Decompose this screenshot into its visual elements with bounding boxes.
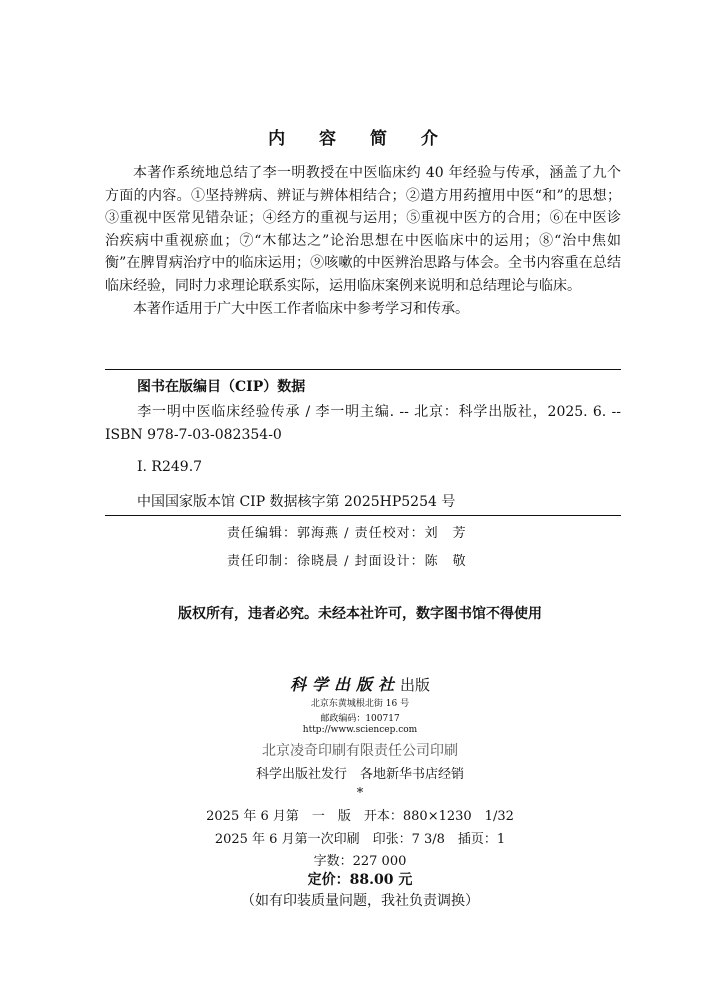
intro-body — [105, 162, 621, 320]
printing-line: 2025 年 6 月第一次印刷 印张：7 3/8 插页：1 — [214, 832, 506, 847]
publisher-logo: 科学出版社 — [289, 675, 400, 694]
publisher-suffix: 出版 — [400, 676, 431, 694]
cip-heading: 图书在版编目（CIP）数据 — [137, 379, 306, 395]
publisher-line — [0, 672, 720, 695]
publisher-website: http://www.sciencep.com — [302, 725, 418, 735]
edition-line: 2025 年 6 月第 一 版 开本：880×1230 1/32 — [206, 809, 514, 824]
copyright-notice: 版权所有，违者必究。未经本社许可，数字图书馆不得使用 — [178, 606, 542, 622]
intro-title: 内 容 简 介 — [268, 129, 452, 149]
word-count: 字数：227 000 — [313, 854, 407, 869]
quality-notice: （如有印装质量问题，我社负责调换） — [241, 893, 479, 909]
cip-top-rule — [105, 369, 621, 370]
distribution-line: 科学出版社发行 各地新华书店经销 — [255, 767, 464, 782]
printer-line: 北京凌奇印刷有限责任公司印刷 — [262, 743, 458, 759]
price: 定价：88.00 元 — [307, 872, 413, 888]
publisher-address: 北京东黄城根北街 16 号 — [310, 699, 410, 709]
publisher-postcode: 邮政编码：100717 — [320, 714, 400, 724]
cip-bottom-rule — [105, 515, 621, 516]
cip-verification: 中国国家版本馆 CIP 数据核字第 2025HP5254 号 — [137, 494, 456, 510]
intro-paragraph: 本著作适用于广大中医工作者临床中参考学习和传承。 — [133, 300, 469, 317]
cip-entry: 李一明中医临床经验传承 / 李一明主编. -- 北京：科学出版社，2025. 6. -- ISBN 978-7-03-082354-0 — [105, 404, 621, 443]
staff-editors: 责任编辑：郭海燕 / 责任校对：刘 芳 — [227, 526, 467, 541]
staff-production: 责任印制：徐晓晨 / 封面设计：陈 敬 — [227, 554, 467, 569]
separator-star: * — [356, 786, 364, 801]
cip-classification: Ⅰ. R249.7 — [137, 459, 203, 475]
intro-paragraph: 本著作系统地总结了李一明教授在中医临床约 40 年经验与传承，涵盖了九个方面的内容。①坚持辨病、辨证与辨体相结合；②遣方用药擅用中医“和”的思想；③重视中医常见错杂证；④经方的重视与运用；⑤重视中医方的合用；⑥在中医诊治疾病中重视瘀血；⑦“木郁达之”论治思想在中医临床中的运用；⑧“治中焦如衡”在脾胃病治疗中的临床运用；⑨咳嗽的中医辨治思路与体会。全书内容重在总结临床经验，同时力求理论联系实际，运用临床案例来说明和总结理论与临床。 — [105, 165, 621, 294]
